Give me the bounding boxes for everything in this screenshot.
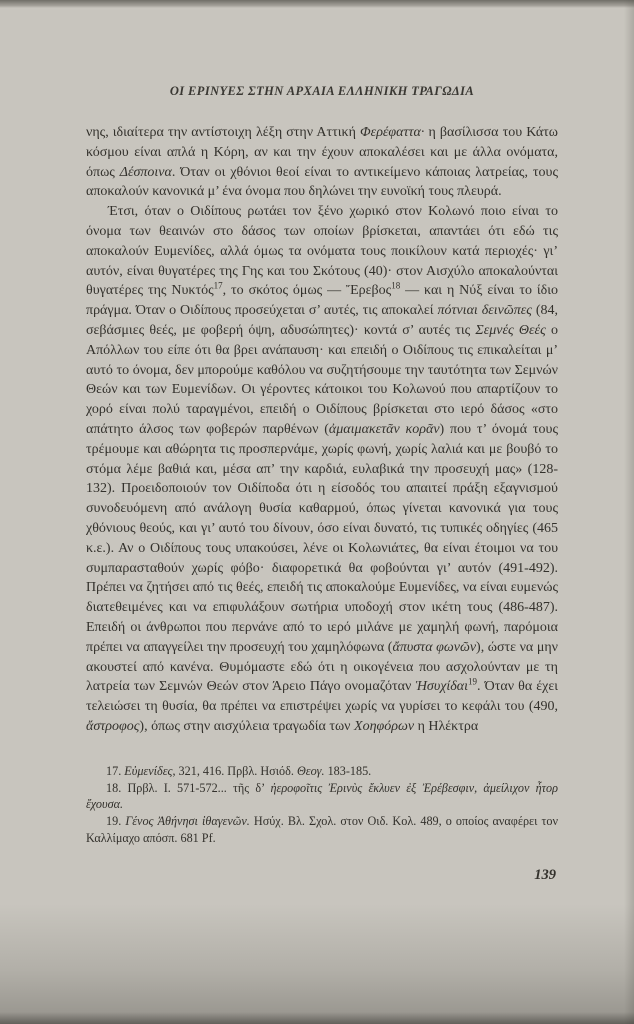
text-run: η Ηλέκτρα [414, 718, 479, 734]
text-run: Ἡσυχίδαι [415, 679, 469, 695]
body-paragraphs [86, 123, 558, 737]
text-run: Γένος Ἀθήνησι ἰθαγενῶν. [125, 814, 250, 829]
text-run: Ησύχ. Βλ. Σχολ. στον Οιδ. Κολ. 489, ο οποίος αναφέρει τον Καλλίμαχο απόσπ. 681 Pf. [86, 814, 559, 845]
text-run: ), όπως στην αισχύλεια τραγωδία των [139, 718, 355, 734]
scan-edge-right [624, 0, 634, 1024]
text-run: 18. Πρβλ. Ι. 571-572... τῆς δ’ [106, 780, 271, 795]
text-run: η βασίλισσα του Κάτω κόσμου είναι απλά η Κόρη, αν και την έχουν αποκαλέσει και με άλλα ονόματα, όπως [86, 125, 558, 180]
text-run: ἠεροφοῖτις Ἐρινὺς ἔκλυεν ἐξ Ἐρέβεσφιν, ἀμείλιχον ἦτορ ἔχουσα. [86, 780, 558, 812]
scan-edge-bottom [0, 1012, 634, 1024]
running-header: ΟΙ ΕΡΙΝΥΕΣ ΣΤΗΝ ΑΡΧΑΙΑ ΕΛΛΗΝΙΚΗ ΤΡΑΓΩΔΙΑ [169, 84, 475, 98]
scan-edge-top [0, 0, 634, 8]
text-run: νης, ιδιαίτερα την αντίστοιχη λέξη στην Αττική [86, 125, 361, 140]
text-run: . Όταν θα έχει τελειώσει τη θυσία, θα πρέπει να επιστρέψει χωρίς να γυρίσει το κεφάλι του (490, [86, 679, 559, 715]
text-run: 183-185. [324, 763, 372, 778]
footnote-reference: 18 [391, 280, 401, 291]
page-number: 139 [534, 866, 556, 883]
text-run: ), ώστε να μην ακουστεί από κανένα. Θυμόμαστε εδώ ότι η οικογένεια που ασχολούνταν με τη λατρεία των Σεμνών Θεών στον Άρειο Πάγο ονομαζόταν [86, 639, 558, 695]
text-run: 19. [106, 814, 126, 829]
footnotes [86, 763, 558, 847]
footnote-reference: 19 [468, 676, 478, 687]
paragraph [86, 123, 558, 202]
text-run: ἀμαιμακετᾶν κορᾶν [328, 421, 440, 437]
text-run: ἄπυστα φωνῶν [392, 639, 477, 655]
text-run: — και η Νύξ είναι το ίδιο πράγμα. Όταν ο Οιδίπους προσεύχεται σ’ αυτές, τις αποκαλεί [86, 283, 558, 319]
text-run: ἄστροφος [86, 718, 140, 734]
scan-shadow-bottom [0, 904, 634, 1024]
footnote-reference: 17 [213, 280, 223, 291]
paragraph [86, 202, 558, 737]
text-run: Χοηφόρων [354, 718, 415, 734]
footnote [86, 780, 558, 814]
text-run: Θεογ. [296, 763, 325, 778]
footnote [86, 813, 558, 847]
text-run: 17. [106, 763, 125, 778]
text-run: ) που τ’ όνομά τους τρέμουμε και αθώρητα τις προσπερνάμε, χωρίς φωνή, χωρίς λαλιά και με βουβό το στόμα λέμε βαθιά και, μέσα απ’ την καρδιά, ευλαβικά την προσευχή μας» (128-132). Προειδοποιούν τον Οιδίποδα ότι η είσοδός του απαιτεί πράξη εξαγνισμού συνοδευόμενη από ανάλογη θυσία καθαρμού, όπως γίνεται κανονικά για τους χθόνιους θεούς, και γι’ αυτό του δίνουν, όσο είναι δυνατό, τις τυπικές οδηγίες (465 κ.ε.). Αν ο Οιδίπους τους υπακούσει, λένε οι Κολωνιάτες, θα είναι έτοιμοι να του συμπαρασταθούν χωρίς φόβο· διαφορετικά θα φοβούνται γι’ αυτόν (491-492). Πρέπει να ζητήσει από τις θεές, επειδή τις αποκαλούμε Ευμενίδες, να είναι ευμενώς διατεθειμένες και να επιφυλάξουν σωτήρια υποδοχή στον ικέτη τους (486-487). Επειδή οι άνθρωποι που περνάνε από το ιερό μιλάνε με χαμηλή φωνή, παρόμοια πρέπει να απαγγείλει την προσευχή του χαμηλόφωνα ( [86, 421, 558, 655]
text-run: ο Απόλλων του είπε ότι θα βρει ανάπαυση· και επειδή ο Οιδίπους τις επικαλείται μ’ αυτό το όνομα, δεν μπορούμε καθόλου να συζητήσουμε την ταυτότητα των Σεμνών Θεών και των Ευμενίδων. Οι γέροντες κάτοικοι του Κολωνού που απαρτίζουν το χορό είναι πολύ ταραγμένοι, επειδή ο Οιδίπους βρίσκεται στο ιερό δάσος «στο απάτητο άλσος των φοβερών παρθένων ( [86, 322, 559, 437]
text-run: Εὐμενίδες [124, 763, 173, 778]
text-run: , το σκότος όμως — Ἔρεβος [222, 283, 392, 299]
text-run: Σεμνές Θεές [475, 322, 546, 338]
footnote [86, 763, 558, 780]
text-run: . Όταν οι χθόνιοι θεοί είναι το αντικείμενο κάποιας λατρείας, τους αποκαλούν κανονικά μ’ ένα όνομα που δηλώνει την ευνοϊκή τους πλευρά. [86, 164, 558, 200]
text-run: Φερέφαττα· [360, 125, 425, 140]
text-run: , 321, 416. Πρβλ. Ησιόδ. [172, 763, 297, 778]
text-run: Έτσι, όταν ο Οιδίπους ρωτάει τον ξένο χωρικό στον Κολωνό ποιο είναι το όνομα των θεαινών στο δάσος των οποίων βρίσκεται, απαντάει ότι εδώ τις αποκαλούν Ευμενίδες, αλλά όμως τα ονόματα τους ποικίλουν κατά περιοχές· γι’ αυτόν, είναι θυγατέρες της Γης και του Σκότους (40)· στον Αισχύλο αποκαλούνται θυγατέρες της Νυκτός [86, 204, 558, 299]
text-run: πότνιαι δεινῶπες [437, 303, 532, 319]
text-block [86, 84, 558, 884]
text-run: (84, σεβάσμιες θεές, με φοβερή όψη, αδυσώπητες)· κοντά σ’ αυτές τις [86, 303, 558, 338]
text-run: Δέσποινα [119, 164, 172, 180]
